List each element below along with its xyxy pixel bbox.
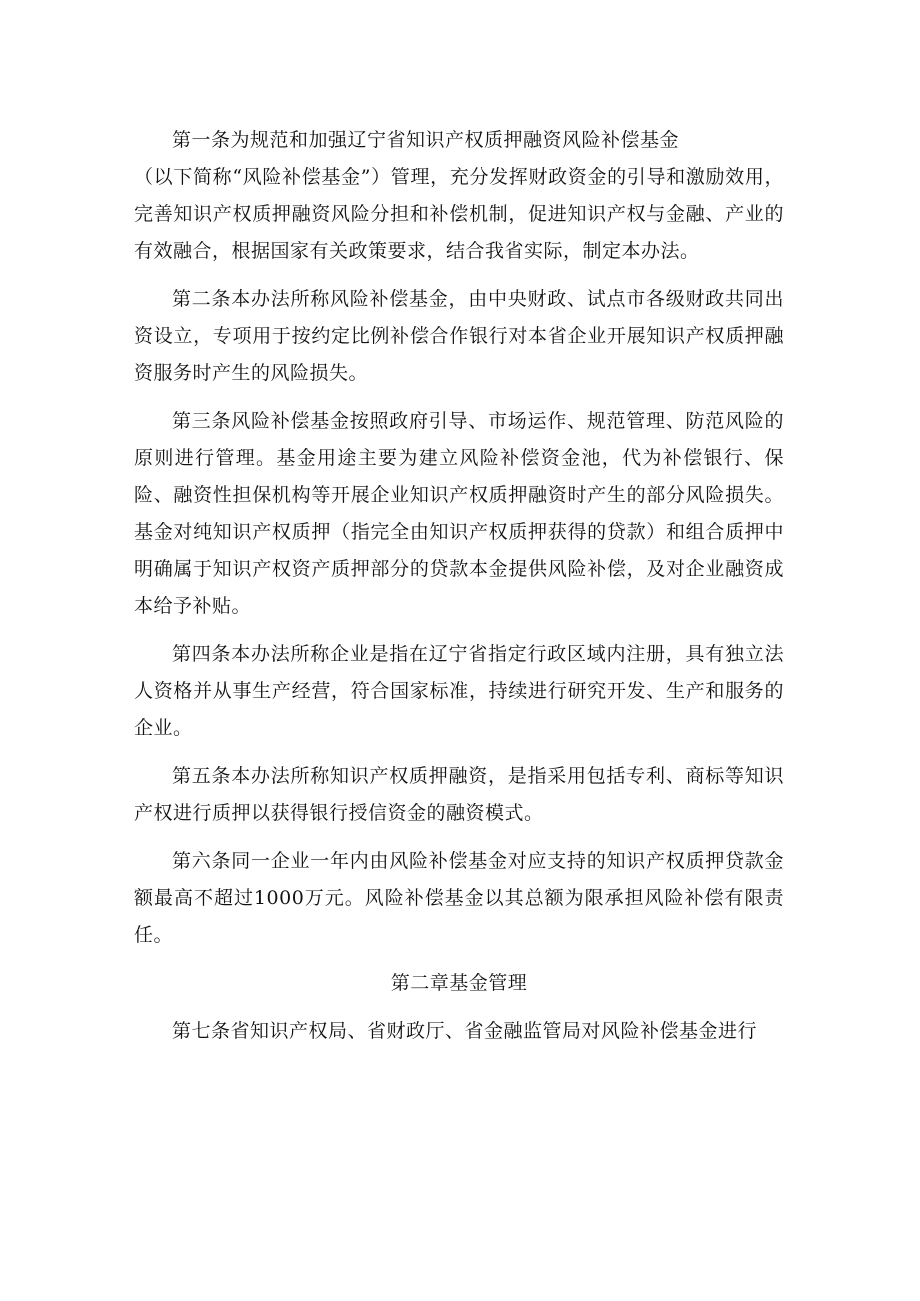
article-7: 第七条省知识产权局、省财政厅、省金融监管局对风险补偿基金进行 [172, 1020, 758, 1042]
article-5: 第五条本办法所称知识产权质押融资，是指采用包括专利、商标等知识产权进行质押以获得银行授信资金的融资模式。 [134, 765, 784, 824]
article-1-title-line: 第一条为规范和加强辽宁省知识产权质押融资风险补偿基金 [172, 129, 680, 151]
article-6: 第六条同一企业一年内由风险补偿基金对应支持的知识产权质押贷款金额最高不超过1000万元。风险补偿基金以其总额为限承担风险补偿有限责任。 [134, 850, 784, 946]
article-4: 第四条本办法所称企业是指在辽宁省指定行政区域内注册，具有独立法人资格并从事生产经营，符合国家标准，持续进行研究开发、生产和服务的企业。 [134, 643, 784, 739]
article-3: 第三条风险补偿基金按照政府引导、市场运作、规范管理、防范风险的原则进行管理。基金用途主要为建立风险补偿资金池，代为补偿银行、保险、融资性担保机构等开展企业知识产权质押融资时产生的部分风险损失。基金对纯知识产权质押（指完全由知识产权质押获得的贷款）和组合质押中明确属于知识产权资产质押部分的贷款本金提供风险补偿，及对企业融资成本给予补贴。 [134, 410, 784, 617]
article-1-body: （以下简称“风险补偿基金”）管理，充分发挥财政资金的引导和激励效用，完善知识产权质押融资风险分担和补偿机制，促进知识产权与金融、产业的有效融合，根据国家有关政策要求，结合我省实际，制定本办法。 [134, 166, 784, 262]
article-2: 第二条本办法所称风险补偿基金，由中央财政、试点市各级财政共同出资设立，专项用于按约定比例补偿合作银行对本省企业开展知识产权质押融资服务时产生的风险损失。 [134, 288, 784, 384]
document-body [134, 122, 784, 1061]
chapter-heading: 第二章基金管理 [390, 972, 528, 994]
